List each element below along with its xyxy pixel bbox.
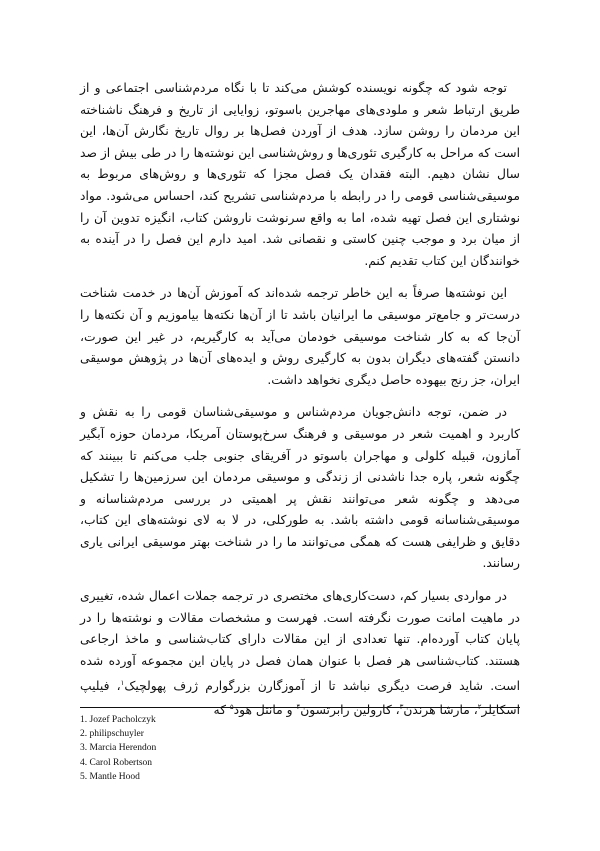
paragraph: این نوشته‌ها صرفاً به این خاطر ترجمه شده‌اند که آموزش آن‌ها در خدمت شناخت درست‌تر و جامع‌تر موسیقی ما ایرانیان باشد تا از آن‌ها نکته‌ها بیاموزیم و آن نکته‌ها را آن‌جا که به کار شناخت موسیقی خودمان می‌آید به کارگیریم، در غیر این صورت، دانستن گفته‌های دیگران بدون به کارگیری روش و ایده‌های آن‌ها در پژوهش موسیقی ایران، جز رنج بیهوده حاصل دیگری نخواهد داشت. xyxy=(80,286,520,387)
footnote-item: 2. philipschuyler xyxy=(80,729,144,740)
paragraph: در ضمن، توجه دانش‌جویان مردم‌شناس و موسیقی‌شناسان قومی را به نقش و کاربرد و اهمیت شعر در موسیقی و فرهنگ سرخ‌پوستان آمریکا، مردمان حوزه آبگیر آمازون، قبیله کلولی و مهاجران باسوتو در آفریقای جنوبی جلب می‌کنم تا ببینند که چگونه شعر، پاره جدا ناشدنی از زندگی و موسیقی مردمان این سرزمین‌ها را تشکیل می‌دهد و چگونه شعر می‌توانند نقش پر اهمیتی در بررسی مردم‌شناسانه و موسیقی‌شناسانه قومی داشته باشد. به طورکلی، در لا به لای نوشته‌های این کتاب، دقایق و ظرایفی هست که همگی می‌توانند ما را در شناخت بهتر موسیقی ایرانی یاری رسانند. xyxy=(80,405,520,571)
paragraph: توجه شود که چگونه نویسنده کوشش می‌کند تا با نگاه مردم‌شناسی اجتماعی و از طریق ارتباط شعر و ملودی‌های مهاجرین باسوتو، زوایایی از تاریخ و فرهنگ ناشناخته این مردمان را روشن سازد. هدف از آوردن فصل‌ها بر روال تاریخ نگارش آن‌ها، این است که مراحل به کارگیری تئوری‌ها و روش‌شناسی این نوشته‌ها را در طی بیش از صد سال نشان دهیم. البته فقدان یک فصل مجزا که تئوری‌ها و روش‌های مربوط به موسیقی‌شناسی قومی را در رابطه با مردم‌شناسی تشریح کند، احساس می‌شود. مواد نوشتاری این فصل تهیه شده، اما به واقع سرنوشت ناروشن کتاب، انگیزه تدوین آن را از میان برد و موجب چنین کاستی و نقصانی شد. امید دارم این فصل را در آینده به خوانندگان این کتاب تقدیم کنم. xyxy=(80,81,520,268)
footnote-divider xyxy=(80,707,520,708)
body-text xyxy=(80,78,520,733)
footnote-item: 4. Carol Robertson xyxy=(80,757,153,768)
footnotes-list xyxy=(80,713,380,784)
footnote-ref: ۲ xyxy=(477,703,482,712)
footnote-ref: ۱ xyxy=(120,678,125,687)
footnote-ref: ۵ xyxy=(229,703,234,712)
footnote-ref: ۳ xyxy=(399,703,404,712)
paragraph-text: در مواردی بسیار کم، دست‌کاری‌های مختصری در ترجمه جملات اعمال شده، تغییری در ماهیت امانت صورت نگرفته است. فهرست و مشخصات مقالات و نوشته‌ها را در پایان کتاب آورده‌ام. تنها تعدادی از این مقالات دارای کتاب‌شناسی و ماخذ ارجاعی هستند. کتاب‌شناسی هر فصل با عنوان همان فصل در پایان این مجموعه آورده شده است. شاید فرصت دیگری نباشد تا از آموزگارن بزرگوارم ژرف پهولچیک$^۱$، فیلیپ اسکایلر$^۲$، مارشا هرندن$^۳$، کارولین رابرتسون$^۴$ و مانتل هود$^۵$ که xyxy=(80,589,520,718)
footnote-item: 5. Mantle Hood xyxy=(80,771,140,782)
footnote-item: 3. Marcia Herendon xyxy=(80,743,157,754)
footnote-item: 1. Jozef Pacholczyk xyxy=(80,715,156,725)
footnote-ref: ۴ xyxy=(296,703,301,712)
paragraph-with-footnote-refs xyxy=(80,586,520,722)
